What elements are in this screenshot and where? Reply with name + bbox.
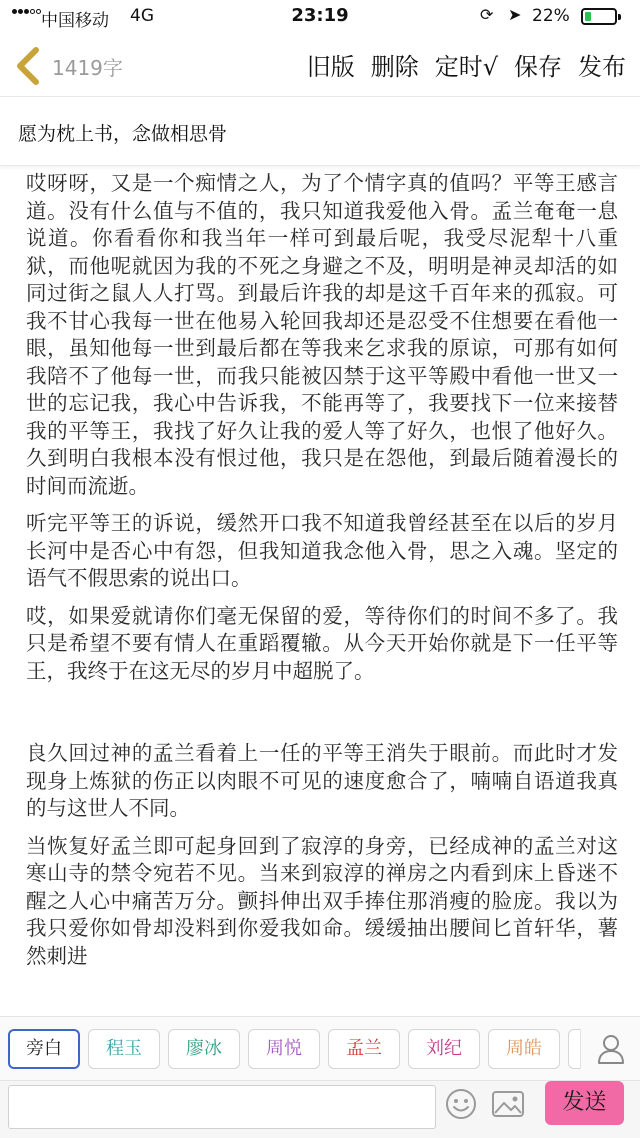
emoji-button[interactable] — [444, 1087, 478, 1121]
character-tab-liuji[interactable]: 刘纪 — [408, 1029, 480, 1069]
chevron-left-icon — [10, 46, 50, 86]
image-icon — [490, 1087, 526, 1121]
clock: 23:19 — [291, 5, 349, 26]
battery-percent: 22% — [532, 6, 570, 26]
back-button[interactable] — [10, 46, 50, 86]
toolbar-actions — [307, 47, 626, 82]
chapter-title[interactable]: 愿为枕上书，念做相思骨 — [18, 123, 228, 145]
old-version-button[interactable]: 旧版 — [306, 53, 355, 81]
image-button[interactable] — [490, 1087, 526, 1121]
editor-content[interactable] — [0, 166, 640, 1016]
character-tab-narrator[interactable]: 旁白 — [8, 1029, 80, 1069]
save-button[interactable]: 保存 — [514, 53, 562, 81]
blank-line — [26, 695, 618, 740]
character-tab-zhouyue[interactable]: 周悦 — [248, 1029, 320, 1069]
carrier-name: 中国移动 — [41, 11, 109, 31]
delete-button[interactable]: 删除 — [370, 53, 419, 81]
character-tab-zhouhao[interactable]: 周皓 — [488, 1029, 560, 1069]
word-count: 1419字 — [52, 56, 123, 80]
schedule-button[interactable]: 定时√ — [434, 53, 498, 81]
smiley-icon — [444, 1087, 478, 1121]
person-icon — [581, 1029, 640, 1069]
location-icon: ➤ — [508, 5, 522, 24]
network-type: 4G — [130, 6, 154, 26]
editor-toolbar — [0, 34, 640, 96]
paragraph[interactable]: 当恢复好孟兰即可起身回到了寂淳的身旁，已经成神的孟兰对这寒山寺的禁令宛若不见。当来到寂淳的禅房之内看到床上昏迷不醒之人心中痛苦万分。颤抖伸出双手捧住那消瘦的脸庞。我以为我只爱你如骨却没料到你爱我如命。缓缓抽出腰间匕首轩华，薯然刺进 — [26, 833, 618, 968]
rotation-lock-icon: ⟳ — [480, 5, 494, 24]
character-tab-liaobing[interactable]: 廖冰 — [168, 1029, 240, 1069]
paragraph[interactable]: 听完平等王的诉说，缓然开口我不知道我曾经甚至在以后的岁月长河中是否心中有怨，但我知道我念他入骨，思之入魂。坚定的语气不假思索的说出口。 — [26, 511, 618, 590]
message-input[interactable] — [8, 1085, 436, 1129]
publish-button[interactable]: 发布 — [578, 53, 626, 81]
character-tab-menglan[interactable]: 孟兰 — [328, 1029, 400, 1069]
battery-icon — [581, 8, 617, 25]
send-button[interactable]: 发送 — [545, 1081, 624, 1125]
status-bar — [0, 0, 640, 34]
character-selector — [0, 1016, 640, 1080]
manage-characters-button[interactable] — [580, 1029, 640, 1069]
paragraph[interactable]: 良久回过神的孟兰看着上一任的平等王消失于眼前。而此时才发现身上炼狱的伤正以肉眼不可见的速度愈合了，喃喃自语道我真的与这世人不同。 — [26, 741, 618, 820]
paragraph[interactable]: 哎呀呀，又是一个痴情之人，为了个情字真的值吗？平等王感言道。没有什么值与不值的，我只知道我爱他入骨。孟兰奄奄一息说道。你看看你和我当年一样可到最后呢，我受尽泥犁十八重狱，而他呢就因为我的不死之身避之不及，明明是神灵却活的如同过街之鼠人人打骂。到最后许我的却是这千百年来的孤寂。可我不甘心我每一世在他易入轮回我却还是忍受不住想要在看他一眼，虽知他每一世到最后都在等我来乞求我的原谅，可那有如何我陪不了他每一世，而我只能被囚禁于这平等殿中看他一世又一世的忘记我，我心中告诉我，不能再等了，我要找下一位来接替我的平等王，我找了好久让我的爱人等了好久，也恨了他好久。久到明白我根本没有恨过他，我只是在怨他，到最后随着漫长的时间而流逝。 — [26, 171, 618, 498]
chapter-title-bar — [0, 96, 640, 166]
message-input-row — [0, 1080, 640, 1138]
character-tab-chengyu[interactable]: 程玉 — [88, 1029, 160, 1069]
paragraph[interactable]: 哎，如果爱就请你们毫无保留的爱，等待你们的时间不多了。我只是希望不要有情人在重蹈覆辙。从今天开始你就是下一任平等王，我终于在这无尽的岁月中超脱了。 — [26, 603, 618, 683]
